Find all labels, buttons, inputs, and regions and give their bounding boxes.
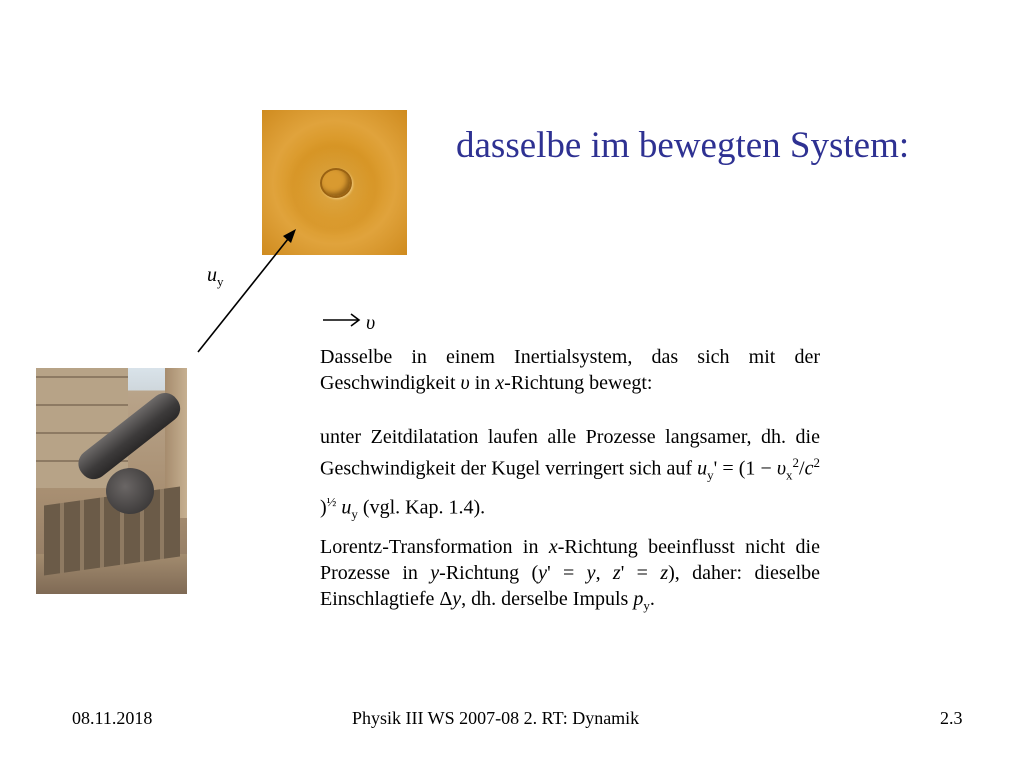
footer-date: 08.11.2018: [72, 708, 153, 728]
impact-crater: [320, 168, 352, 198]
paragraph-time-dilation: unter Zeitdilatation laufen alle Prozesse langsamer, dh. die Geschwindigkeit der Kugel verringert sich auf $u_y' = (1 - \upsilon_x^2/c^2$ )$^{\frac{1}{2}}$ $u_y$ (vgl. Kap. 1.4).: [320, 426, 820, 522]
paragraph-inertial-system: Dasselbe in einem Inertialsystem, das sich mit der Geschwindigkeit υ in x-Richtung bewegt:: [320, 346, 820, 394]
velocity-arrow-icon: [322, 310, 362, 330]
uy-label: $u_y$: [207, 264, 224, 289]
footer-page-number: 2.3: [940, 708, 963, 728]
cannon-breech: [106, 468, 154, 514]
footer-course-title: Physik III WS 2007-08 2. RT: Dynamik: [352, 708, 640, 728]
paragraph-lorentz-transformation: Lorentz-Transformation in x-Richtung beeinflusst nicht die Prozesse in y-Richtung (y' = y, z' = z), daher: dieselbe Einschlagtiefe Δy, dh. derselbe Impuls $p_y$.: [320, 536, 820, 613]
v-label: υ: [366, 312, 376, 334]
slide-title: dasselbe im bewegten System:: [456, 125, 910, 166]
cannon-photo: [36, 368, 187, 594]
